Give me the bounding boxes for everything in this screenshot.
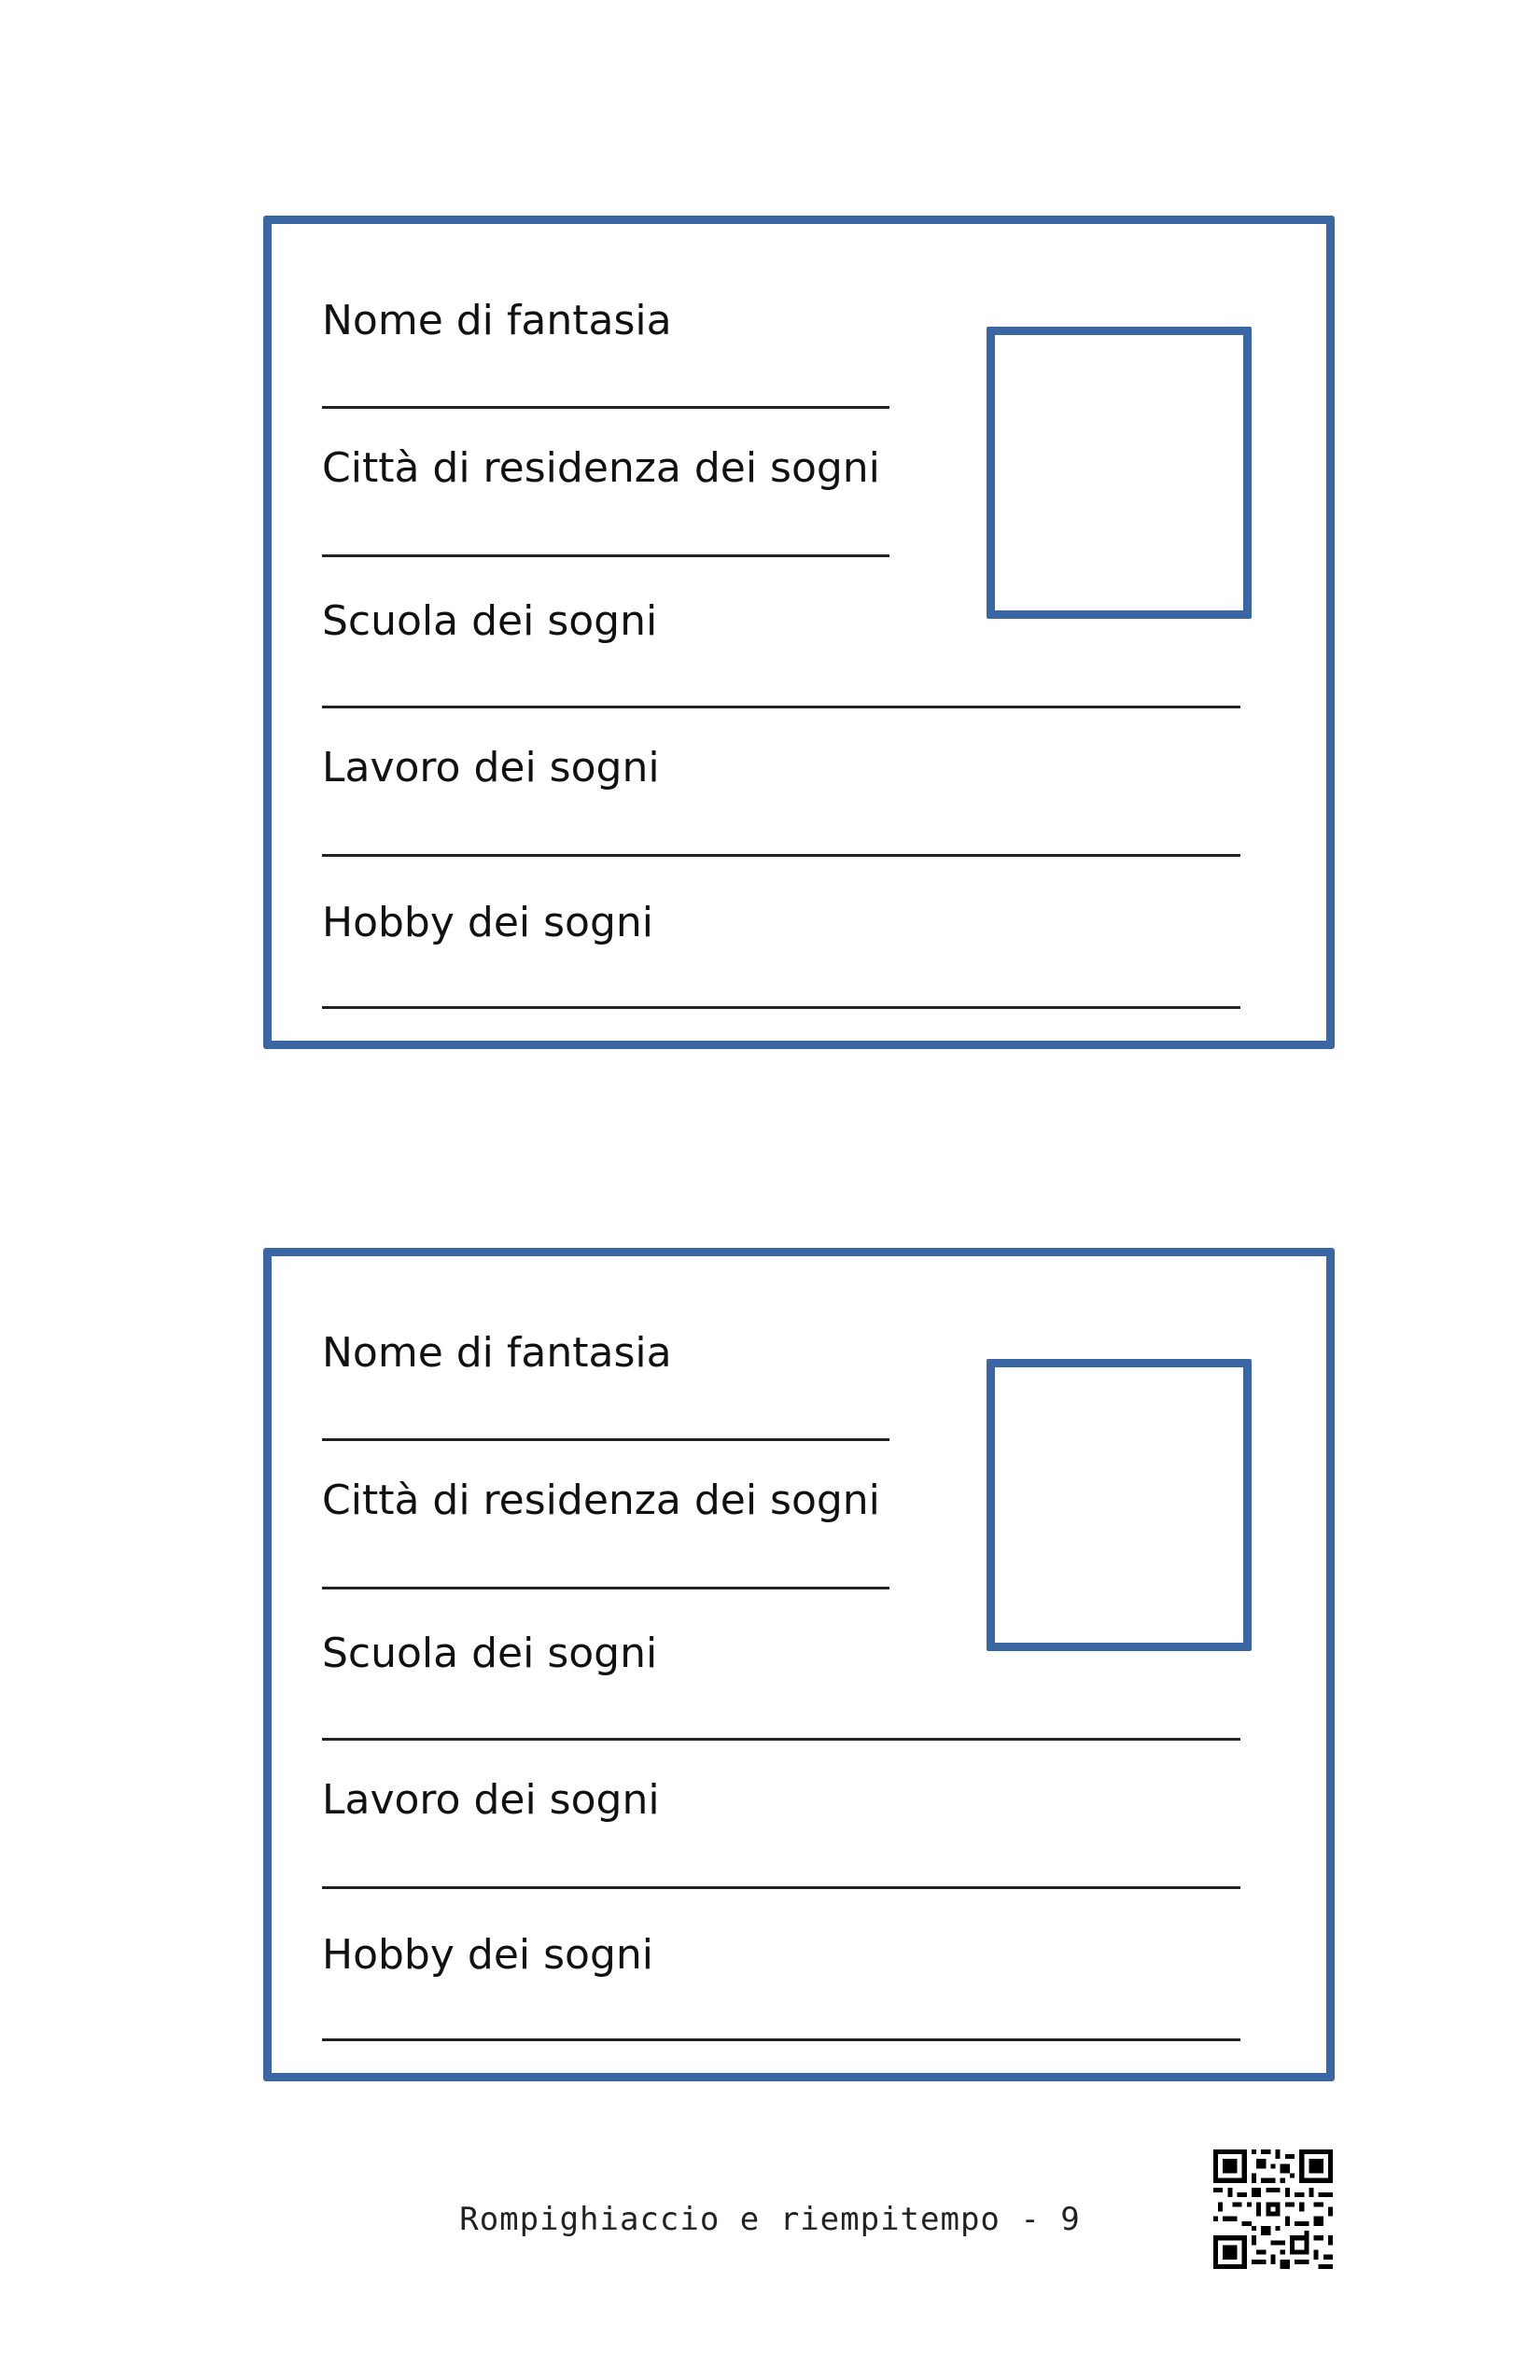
answer-line: [322, 406, 889, 409]
photo-box: [987, 1359, 1252, 1651]
answer-line: [322, 1587, 889, 1589]
field-label-dream-hobby: Hobby dei sogni: [322, 899, 653, 946]
id-card-2: [263, 1248, 1335, 2081]
field-label-fantasy-name: Nome di fantasia: [322, 1329, 672, 1377]
answer-line: [322, 554, 889, 557]
field-label-dream-school: Scuola dei sogni: [322, 1630, 658, 1677]
field-label-dream-city: Città di residenza dei sogni: [322, 444, 880, 492]
photo-box: [987, 327, 1252, 619]
field-label-dream-job: Lavoro dei sogni: [322, 744, 660, 791]
field-label-dream-school: Scuola dei sogni: [322, 597, 658, 645]
answer-line: [322, 1886, 1240, 1889]
page-footer: Rompighiaccio e riempitempo - 9: [459, 2201, 1081, 2238]
field-label-dream-hobby: Hobby dei sogni: [322, 1931, 653, 1979]
field-label-fantasy-name: Nome di fantasia: [322, 297, 672, 344]
id-card-1: [263, 216, 1335, 1049]
answer-line: [322, 1738, 1240, 1741]
qr-code-icon: [1213, 2149, 1333, 2269]
answer-line: [322, 1006, 1240, 1009]
field-label-dream-city: Città di residenza dei sogni: [322, 1477, 880, 1524]
field-label-dream-job: Lavoro dei sogni: [322, 1776, 660, 1824]
answer-line: [322, 2038, 1240, 2041]
answer-line: [322, 706, 1240, 708]
answer-line: [322, 854, 1240, 857]
answer-line: [322, 1438, 889, 1441]
